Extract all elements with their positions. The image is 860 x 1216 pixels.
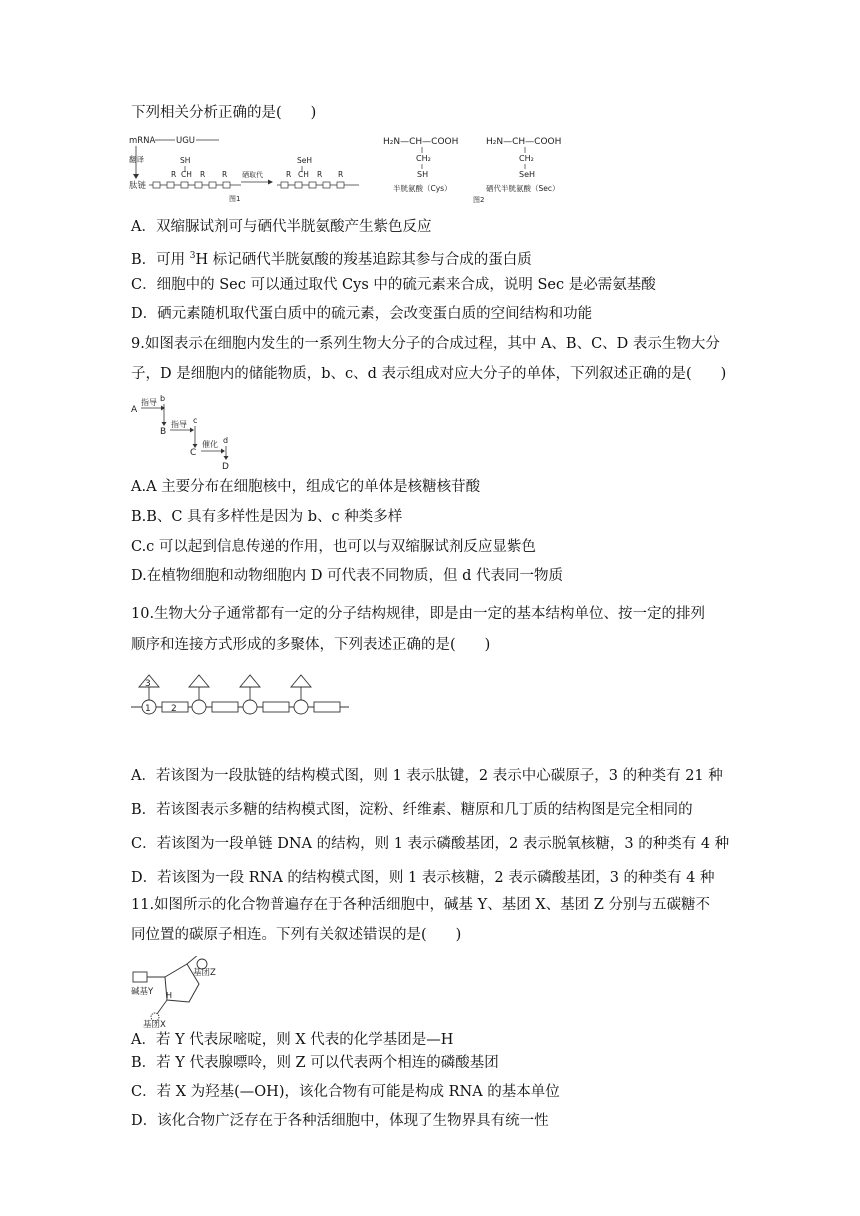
seh-label: SeH xyxy=(297,156,313,165)
q8-figure-2 xyxy=(383,132,583,208)
svg-text:1: 1 xyxy=(145,704,151,714)
svg-text:2: 2 xyxy=(171,704,177,714)
q10-stem-line2: 顺序和连接方式形成的多聚体，下列表述正确的是( ) xyxy=(131,637,491,653)
codon-label: UGU xyxy=(176,136,196,146)
q8-option-a: A．双缩脲试剂可与硒代半胱氨酸产生紫色反应 xyxy=(131,219,432,235)
replace-label: 硒取代 xyxy=(242,171,263,179)
q11-option-a: A．若 Y 代表尿嘧啶，则 X 代表的化学基团是—H xyxy=(131,1032,454,1048)
sh-label: SH xyxy=(180,156,191,165)
svg-text:R: R xyxy=(222,170,228,179)
svg-text:CH₂: CH₂ xyxy=(519,154,534,163)
svg-text:H: H xyxy=(166,991,173,1000)
svg-text:CH: CH xyxy=(181,170,192,179)
svg-text:R: R xyxy=(286,170,292,179)
q11-stem-line2: 同位置的碳原子相连。下列有关叙述错误的是( ) xyxy=(131,927,462,943)
sec-formula: H₂N—CH—COOH xyxy=(486,137,562,147)
svg-text:R: R xyxy=(171,170,177,179)
q8-option-d: D．硒元素随机取代蛋白质中的硫元素，会改变蛋白质的空间结构和功能 xyxy=(131,306,593,322)
q8-option-c: C．细胞中的 Sec 可以通过取代 Cys 中的硫元素来合成，说明 Sec 是必需氨基酸 xyxy=(131,277,656,293)
svg-text:c: c xyxy=(193,416,198,425)
q8-figure-1 xyxy=(129,132,361,208)
svg-text:碱基Y: 碱基Y xyxy=(131,987,154,997)
peptide-label: 肽链 xyxy=(129,181,147,191)
q9-stem-line1: 9.如图表示在细胞内发生的一系列生物大分子的合成过程，其中 A、B、C、D 表示生物大分 xyxy=(131,336,720,352)
svg-text:催化: 催化 xyxy=(202,440,218,449)
sec-name: 硒代半胱氨酸（Sec） xyxy=(486,184,560,193)
svg-text:b: b xyxy=(160,394,166,403)
q9-option-b: B.B、C 具有多样性是因为 b、c 种类多样 xyxy=(131,509,403,525)
q9-figure xyxy=(129,392,249,476)
svg-text:D: D xyxy=(222,462,229,472)
svg-text:CH₂: CH₂ xyxy=(416,154,431,163)
q10-figure xyxy=(129,672,354,724)
svg-text:指导: 指导 xyxy=(171,420,187,429)
q10-option-d: D．若该图为一段 RNA 的结构模式图，则 1 表示核糖，2 表示磷酸基团，3 的种类有 4 种 xyxy=(131,870,715,886)
q9-option-a: A.A 主要分布在细胞核中，组成它的单体是核糖核苷酸 xyxy=(131,479,481,495)
q11-option-c: C．若 X 为羟基(—OH)，该化合物有可能是构成 RNA 的基本单位 xyxy=(131,1084,560,1100)
svg-text:B: B xyxy=(160,427,167,437)
cys-name: 半胱氨酸（Cys） xyxy=(393,184,452,193)
q10-option-c: C．若该图为一段单链 DNA 的结构，则 1 表示磷酸基团，2 表示脱氧核糖，3 的种类有 4 种 xyxy=(131,836,730,852)
q9-option-d: D.在植物细胞和动物细胞内 D 可代表不同物质，但 d 代表同一物质 xyxy=(131,568,564,584)
q8-stem: 下列相关分析正确的是( ) xyxy=(131,105,317,121)
q9-option-c: C.c 可以起到信息传递的作用，也可以与双缩脲试剂反应显紫色 xyxy=(131,539,536,555)
svg-text:R: R xyxy=(338,170,344,179)
q9-stem-line2: 子，D 是细胞内的储能物质，b、c、d 表示组成对应大分子的单体，下列叙述正确的是( ) xyxy=(131,366,727,382)
fig1-caption: 图1 xyxy=(229,195,241,203)
q11-option-b: B．若 Y 代表腺嘌呤，则 Z 可以代表两个相连的磷酸基团 xyxy=(131,1055,499,1071)
q11-option-d: D．该化合物广泛存在于各种活细胞中，体现了生物界具有统一性 xyxy=(131,1113,549,1129)
q10-option-a: A．若该图为一段肽链的结构模式图，则 1 表示肽键，2 表示中心碳原子，3 的种类有 21 种 xyxy=(131,768,723,784)
q10-option-b: B．若该图表示多糖的结构模式图，淀粉、纤维素、糖原和几丁质的结构图是完全相同的 xyxy=(131,802,693,818)
translate-label: 翻译 xyxy=(129,155,144,164)
svg-text:CH: CH xyxy=(298,170,309,179)
svg-text:SeH: SeH xyxy=(519,170,536,179)
svg-text:基团X: 基团X xyxy=(143,1020,166,1030)
svg-text:3: 3 xyxy=(145,679,151,689)
svg-text:C: C xyxy=(190,448,197,458)
q10-stem-line1: 10.生物大分子通常都有一定的分子结构规律，即是由一定的基本结构单位、按一定的排列 xyxy=(131,606,706,622)
svg-text:指导: 指导 xyxy=(141,398,157,407)
q8-option-b: B．可用 $^3$H 标记硒代半胱氨酸的羧基追踪其参与合成的蛋白质 xyxy=(131,251,532,268)
q11-figure xyxy=(129,956,229,1034)
svg-text:R: R xyxy=(317,170,323,179)
cys-formula: H₂N—CH—COOH xyxy=(383,137,459,147)
svg-text:基团Z: 基团Z xyxy=(193,968,216,978)
svg-text:SH: SH xyxy=(417,170,429,179)
q11-stem-line1: 11.如图所示的化合物普遍存在于各种活细胞中，碱基 Y、基团 X、基团 Z 分别与五碳糖不 xyxy=(131,897,710,913)
svg-text:d: d xyxy=(223,436,229,445)
svg-text:R: R xyxy=(200,170,206,179)
svg-text:A: A xyxy=(131,405,138,415)
mrna-label: mRNA xyxy=(129,136,156,146)
fig2-caption: 图2 xyxy=(473,196,485,204)
